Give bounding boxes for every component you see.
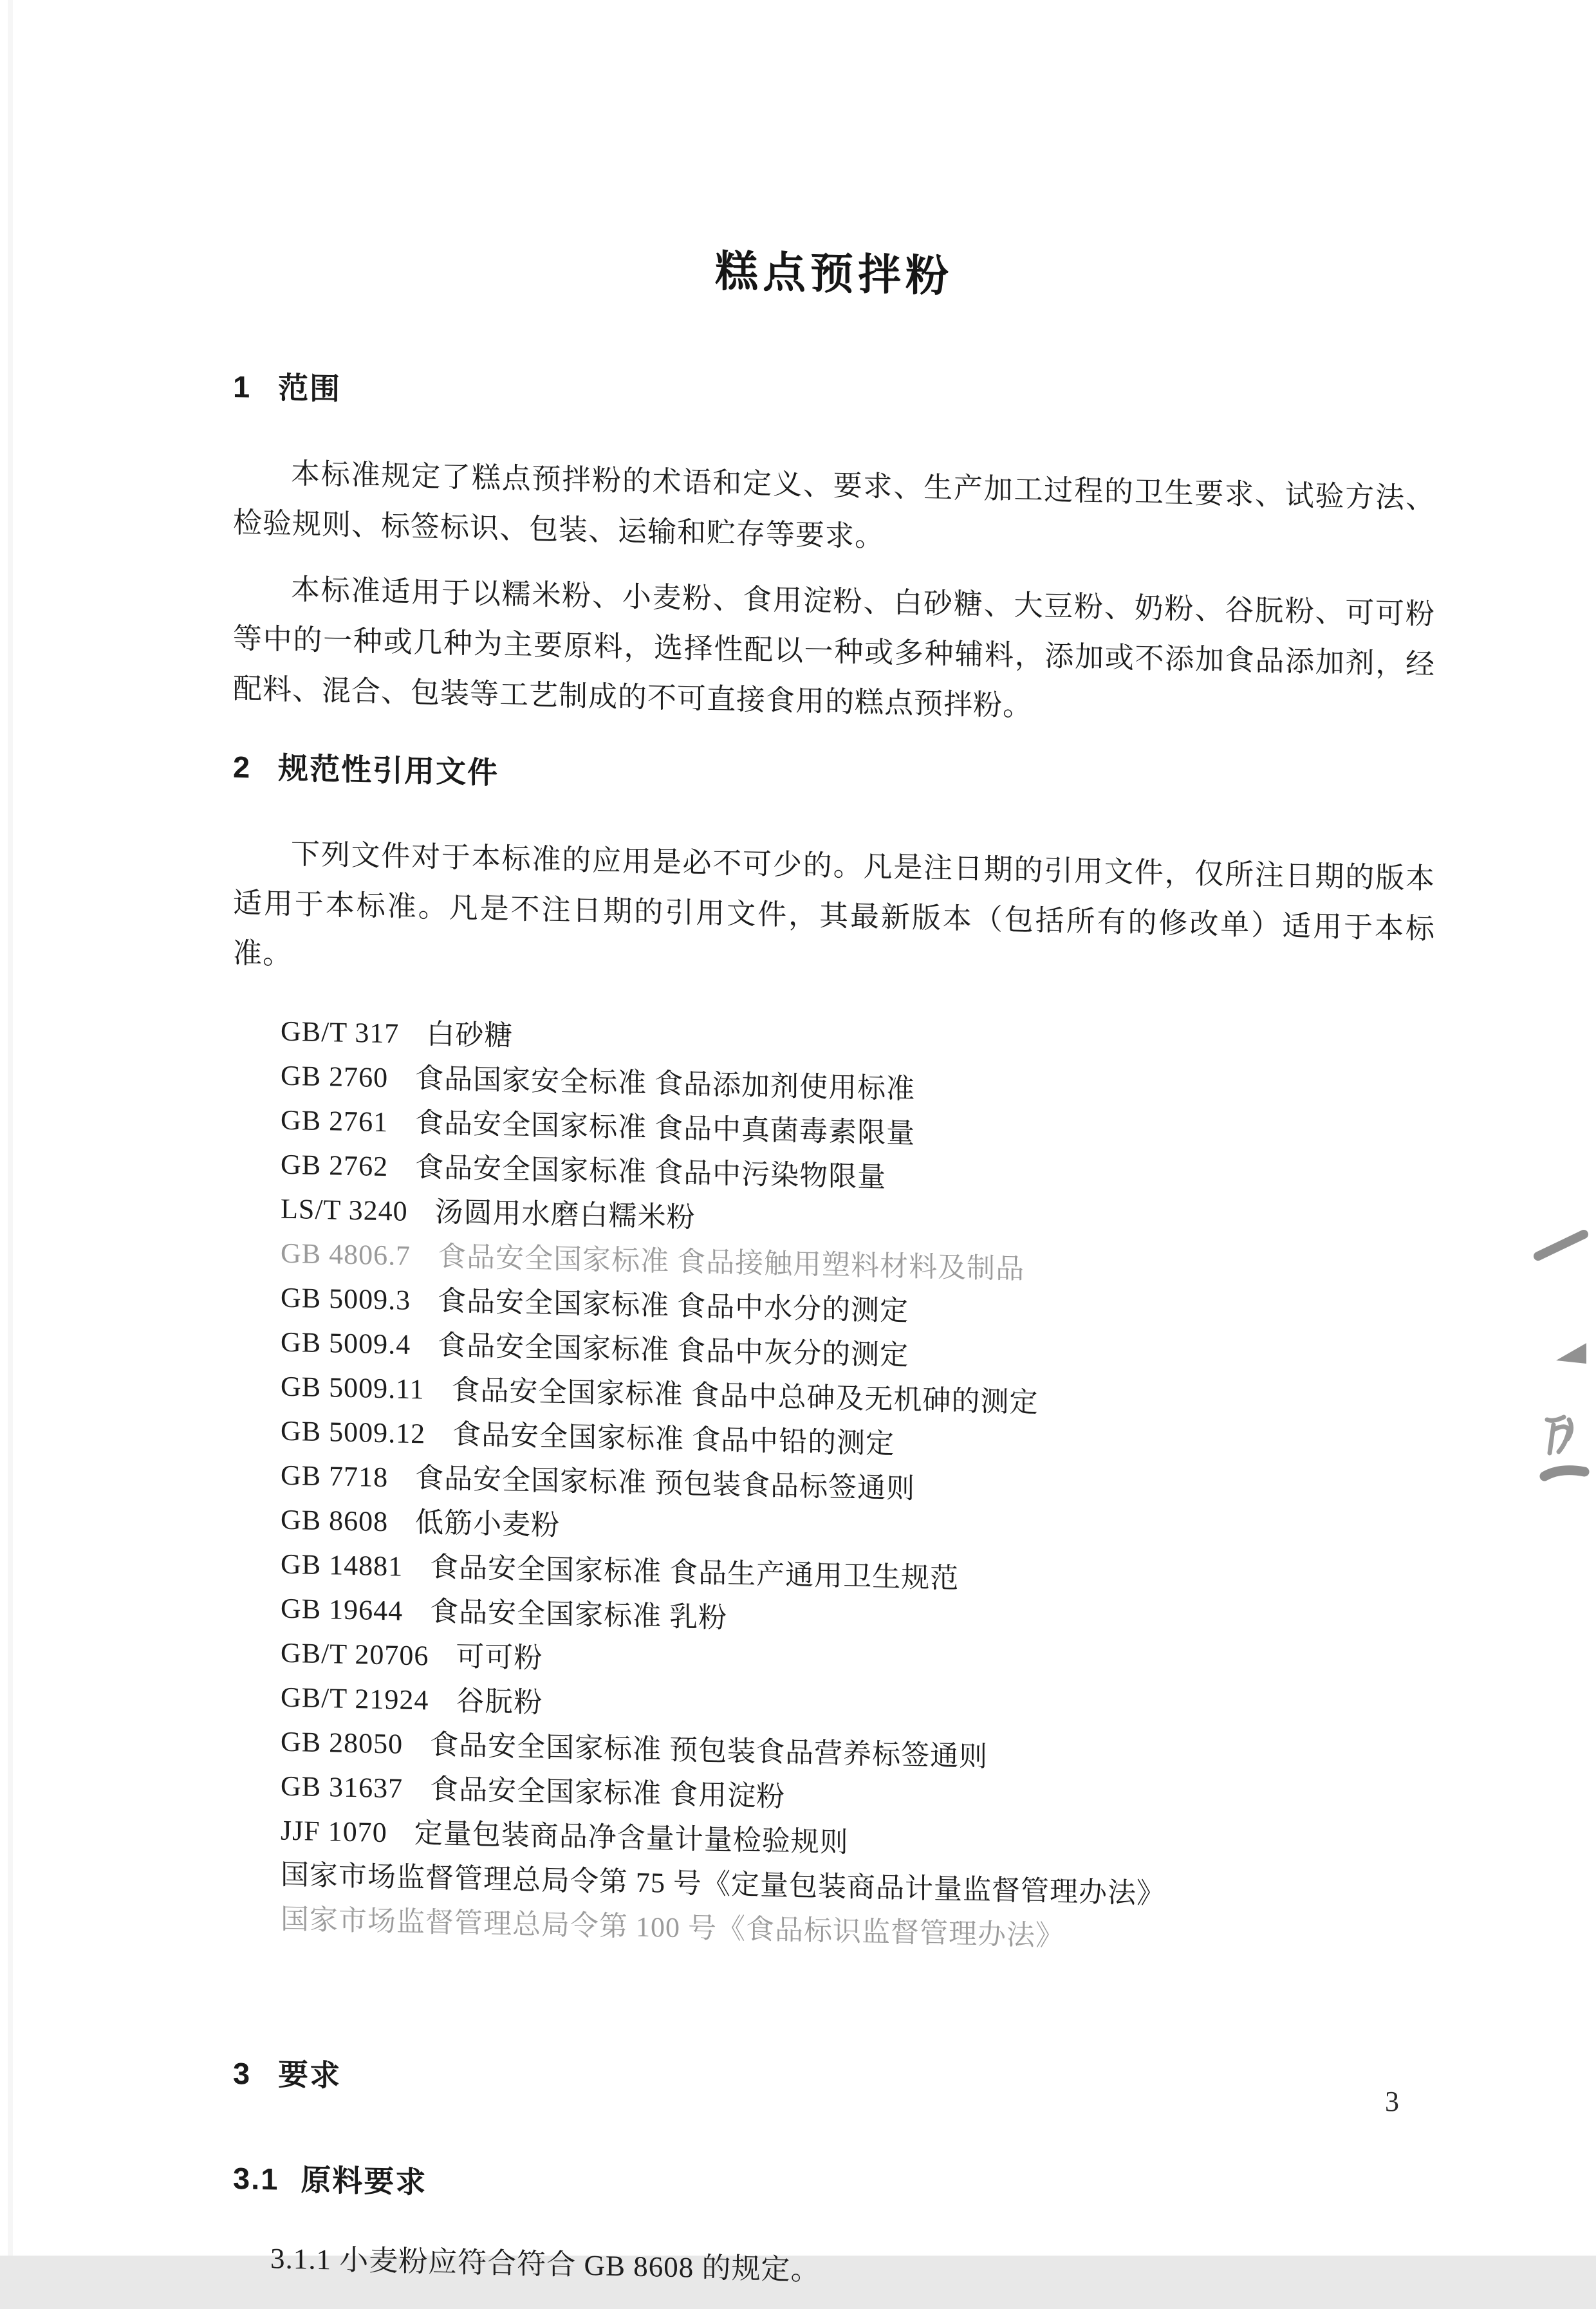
reference-code: GB/T 317 — [281, 1015, 400, 1050]
reference-code: GB 5009.12 — [281, 1414, 426, 1450]
scan-artifact-scribble — [1547, 1417, 1572, 1453]
reference-code: GB 8608 — [281, 1503, 389, 1538]
reference-code: GB 28050 — [281, 1725, 404, 1760]
section-3-1-title: 原料要求 — [301, 2162, 427, 2200]
reference-title: 谷朊粉 — [456, 1685, 543, 1719]
reference-code: GB 2761 — [281, 1104, 389, 1138]
reference-title: 低筋小麦粉 — [415, 1507, 561, 1542]
reference-title: 可可粉 — [456, 1640, 543, 1674]
scan-artifact-dash-1 — [1538, 1234, 1584, 1256]
references-intro: 下列文件对于本标准的应用是必不可少的。凡是注日期的引用文件，仅所注日期的版本适用于本标准。凡是不注日期的引用文件，其最新版本（包括所有的修改单）适用于本标准。 — [233, 837, 1435, 971]
reference-title: 食品国家安全标准 食品添加剂使用标准 — [415, 1062, 916, 1106]
reference-title: 食品安全国家标准 食品中污染物限量 — [415, 1151, 887, 1194]
reference-title: 定量包装商品净含量计量检验规则 — [414, 1817, 849, 1859]
section-3-heading — [233, 2050, 1435, 2119]
reference-code: GB 5009.3 — [281, 1281, 411, 1317]
reference-code: GB 5009.11 — [281, 1370, 425, 1405]
scan-artifacts — [1524, 1216, 1591, 1487]
section-2-number: 2 — [233, 750, 252, 784]
reference-title: 国家市场监督管理总局令第 75 号《定量包装商品计量监督管理办法》 — [281, 1859, 1165, 1910]
reference-title: 汤圆用水磨白糯米粉 — [434, 1196, 696, 1234]
reference-title: 食品安全国家标准 食品中灰分的测定 — [438, 1329, 909, 1371]
scope-paragraph-1: 本标准规定了糕点预拌粉的术语和定义、要求、生产加工过程的卫生要求、试验方法、检验规则、标签标识、包装、运输和贮存等要求。 — [233, 457, 1435, 553]
section-1-heading — [233, 363, 1435, 432]
reference-code: GB 2762 — [281, 1148, 389, 1183]
reference-title: 食品安全国家标准 食品中铅的测定 — [452, 1418, 895, 1460]
reference-title: 食品安全国家标准 乳粉 — [430, 1595, 728, 1634]
section-3-1-number: 3.1 — [233, 2161, 279, 2196]
document-content — [233, 0, 1435, 2309]
section-3-number: 3 — [233, 2056, 252, 2091]
reference-title: 食品安全国家标准 食品生产通用卫生规范 — [430, 1551, 960, 1595]
reference-code: GB 19644 — [281, 1592, 404, 1627]
section-2-heading — [233, 743, 1435, 813]
scan-edge-shadow — [8, 0, 13, 2256]
reference-code: JJF 1070 — [281, 1814, 387, 1849]
reference-title: 白砂糖 — [426, 1018, 514, 1052]
reference-title: 食品安全国家标准 食品接触用塑料材料及制品 — [438, 1240, 1025, 1285]
page-number: 3 — [1385, 2086, 1399, 2117]
reference-title: 国家市场监督管理总局令第 100 号《食品标识监督管理办法》 — [281, 1903, 1064, 1952]
reference-title: 食品安全国家标准 预包装食品标签通则 — [415, 1462, 916, 1505]
clause-3-1-1: 3.1.1 小麦粉应符合符合 GB 8608 的规定。 — [270, 2242, 821, 2286]
reference-code: GB/T 20706 — [281, 1637, 429, 1672]
reference-code: GB 7718 — [281, 1459, 389, 1494]
scan-artifact-dash-2 — [1545, 1470, 1584, 1476]
reference-title: 食品安全国家标准 食品中总砷及无机砷的测定 — [451, 1374, 1039, 1419]
reference-code: GB/T 21924 — [281, 1681, 429, 1716]
reference-code: GB 5009.4 — [281, 1326, 411, 1361]
section-2-title: 规范性引用文件 — [278, 750, 499, 790]
reference-title: 食品安全国家标准 食用淀粉 — [430, 1773, 786, 1813]
reference-code: GB 4806.7 — [281, 1237, 411, 1272]
scan-artifact-triangle — [1556, 1343, 1586, 1364]
reference-title: 食品安全国家标准 食品中水分的测定 — [438, 1284, 909, 1327]
section-1-number: 1 — [233, 369, 252, 404]
section-3-title: 要求 — [278, 2057, 342, 2093]
reference-title: 食品安全国家标准 食品中真菌毒素限量 — [415, 1107, 916, 1150]
section-3-1-heading — [233, 2155, 1435, 2224]
document-title: 糕点预拌粉 — [715, 247, 953, 301]
section-1-title: 范围 — [278, 370, 342, 406]
scope-paragraph-2: 本标准适用于以糯米粉、小麦粉、食用淀粉、白砂糖、大豆粉、奶粉、谷朊粉、可可粉等中的一种或几种为主要原料，选择性配以一种或多种辅料，添加或不添加食品添加剂，经配料、混合、包装等工艺制成的不可直接食用的糕点预拌粉。 — [233, 573, 1435, 723]
reference-code: LS/T 3240 — [281, 1192, 408, 1227]
reference-code: GB 14881 — [281, 1548, 404, 1582]
reference-list — [233, 1008, 1435, 1967]
reference-code: GB 2760 — [281, 1059, 389, 1094]
reference-title: 食品安全国家标准 预包装食品营养标签通则 — [430, 1729, 988, 1773]
reference-code: GB 31637 — [281, 1770, 404, 1804]
